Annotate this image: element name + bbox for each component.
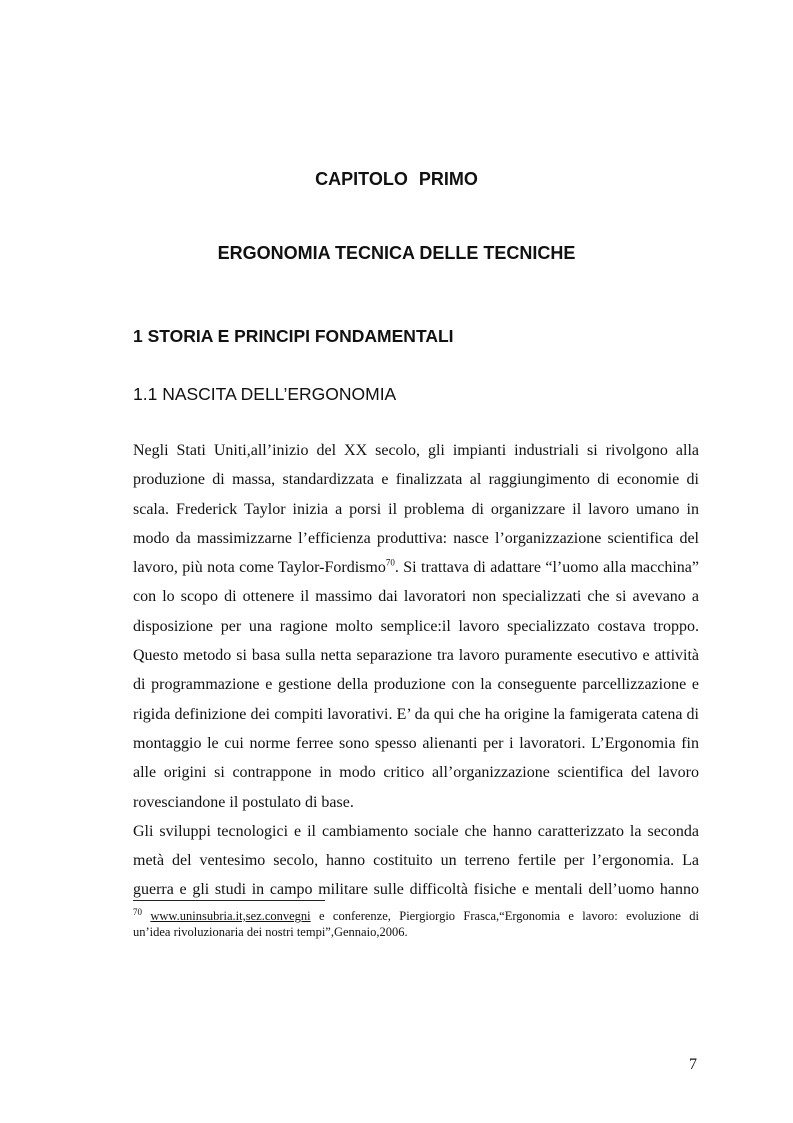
body-line: di programmazione e gestione della produzione con la conseguente parcellizzazione e <box>133 676 699 694</box>
body-line-head: lavoro, più nota come Taylor-Fordismo <box>133 559 386 577</box>
body-line: alle origini si contrappone in modo critico all’organizzazione scientifica del lavoro <box>133 764 699 782</box>
chapter-heading: CAPITOLO PRIMO <box>315 169 478 189</box>
body-line: Negli Stati Uniti,all’inizio del XX secolo, gli impianti industriali si rivolgono alla <box>133 442 699 459</box>
body-line: guerra e gli studi in campo militare sulle difficoltà fisiche e mentali dell’uomo hanno <box>133 881 699 899</box>
page-number: 7 <box>689 1056 697 1073</box>
chapter-title: ERGONOMIA TECNICA DELLE TECNICHE <box>217 243 576 263</box>
body-line: montaggio le cui norme ferree sono spesso alienanti per i lavoratori. L’Ergonomia fin <box>133 734 699 752</box>
body-line-with-footnote <box>133 553 699 582</box>
body-line: scala. Frederick Taylor inizia a porsi il problema di organizzare il lavoro umano in <box>133 500 699 518</box>
footnote-line <box>133 908 699 924</box>
body-line: disposizione per una ragione molto semplice:il lavoro specializzato costava troppo. <box>133 617 699 635</box>
body-line: produzione di massa, standardizzata e finalizzata al raggiungimento di economie di <box>133 471 699 489</box>
subsection-heading: 1.1 NASCITA DELL’ERGONOMIA <box>133 384 397 404</box>
section-heading: 1 STORIA E PRINCIPI FONDAMENTALI <box>133 326 454 346</box>
body-text <box>133 436 699 905</box>
footnote-reference[interactable]: 70 <box>385 557 395 568</box>
body-line: modo da massimizzarne l’efficienza produttiva: nasce l’organizzazione scientifica del <box>133 529 699 547</box>
footnote <box>133 908 699 940</box>
body-line: rovesciandone il postulato di base. <box>133 793 354 811</box>
body-line: metà del ventesimo secolo, hanno costituito un terreno fertile per l’ergonomia. La <box>133 852 699 870</box>
body-line: Questo metodo si basa sulla netta separazione tra lavoro puramente esecutivo e attività <box>133 647 699 665</box>
body-line-tail: . Si trattava di adattare “l’uomo alla macchina” <box>394 559 699 577</box>
footnote-link[interactable]: www.uninsubria.it,sez.convegni <box>150 909 311 923</box>
footnote-line: un’idea rivoluzionaria dei nostri tempi”,Gennaio,2006. <box>133 925 408 939</box>
footnote-text: e conferenze, Piergiorgio Frasca,“Ergonomia e lavoro: evoluzione di <box>310 909 699 923</box>
footnote-number: 70 <box>133 906 142 917</box>
body-line: rigida definizione dei compiti lavorativi. E’ da qui che ha origine la famigerata catena di <box>133 705 699 723</box>
body-line: Gli sviluppi tecnologici e il cambiamento sociale che hanno caratterizzato la seconda <box>133 822 699 840</box>
footnote-separator <box>133 900 325 901</box>
body-line: con lo scopo di ottenere il massimo dai lavoratori non specializzati che si avevano a <box>133 588 699 606</box>
